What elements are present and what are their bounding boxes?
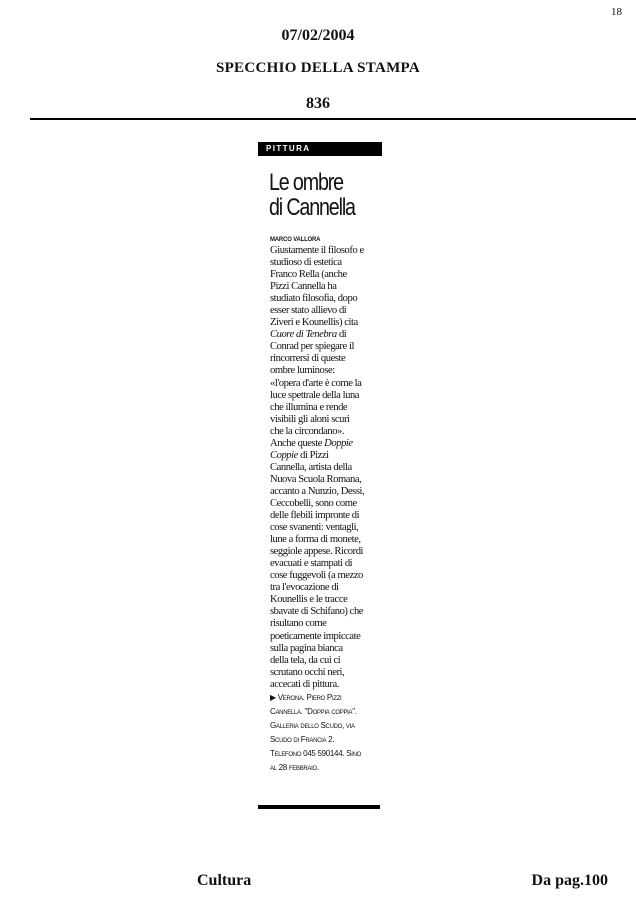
body-line: scrutano occhi neri, <box>270 666 345 678</box>
article-body <box>270 245 386 691</box>
body-line: risultano come <box>270 618 327 630</box>
body-line: evacuati e stampati di <box>270 558 353 570</box>
body-line: Coppie di Pizzi <box>270 449 329 461</box>
body-line: esser stato allievo di <box>270 305 347 317</box>
exhibition-info <box>270 691 390 775</box>
header-rule <box>30 118 636 120</box>
body-line: studioso di estetica <box>270 257 342 269</box>
body-line: lune a forma di monete, <box>270 534 361 546</box>
body-line: tra l'evocazione di <box>270 582 339 594</box>
section-label: PITTURA <box>258 142 382 156</box>
info-line: al 28 febbraio. <box>270 762 319 772</box>
body-line: visibili gli aloni scuri <box>270 413 350 425</box>
body-line: delle flebili impronte di <box>270 510 360 522</box>
body-line: rincorrersi di queste <box>270 353 346 365</box>
footer-section: Cultura <box>197 872 252 889</box>
page-number: 18 <box>611 6 622 18</box>
body-line: Anche queste Doppie <box>270 437 353 449</box>
body-line: Nuova Scuola Romana, <box>270 473 362 485</box>
body-line: poeticamente impiccate <box>270 630 361 642</box>
clipping-date: 07/02/2004 <box>281 27 355 44</box>
body-line: Pizzi Cannella ha <box>270 281 337 293</box>
article-end-rule <box>258 805 380 809</box>
body-line: Cannella, artista della <box>270 461 352 473</box>
body-line: Ziveri e Kounellis) cita <box>270 317 358 329</box>
body-line: Kounellis e le tracce <box>270 594 348 606</box>
body-line: della tela, da cui ci <box>270 654 341 666</box>
body-line: accanto a Nunzio, Dessi, <box>270 485 365 497</box>
info-line: ▶ Verona. Piero Pizzi <box>270 692 342 702</box>
info-line: Cannella. "Doppia coppia". <box>270 706 357 716</box>
body-line: ombre luminose: <box>270 365 335 377</box>
headline-line: Le ombre <box>269 169 343 196</box>
info-line: Telefono 045 590144. Sino <box>270 748 361 758</box>
body-line: seggiole appese. Ricordi <box>270 546 364 558</box>
body-line: luce spettrale della luna <box>270 389 360 401</box>
body-line: che la circondano». <box>270 425 345 437</box>
headline-line: di Cannella <box>269 194 355 221</box>
body-line: Cuore di Tenebra di <box>270 329 347 341</box>
body-line: che illumina e rende <box>270 401 348 413</box>
publication-source: SPECCHIO DELLA STAMPA <box>215 60 421 76</box>
footer-page-ref: Da pag.100 <box>531 872 608 889</box>
body-line: Franco Rella (anche <box>270 269 347 281</box>
body-line: «l'opera d'arte è come la <box>270 377 362 389</box>
body-line: Ceccobelli, sono come <box>270 497 357 509</box>
body-line: accecati di pittura. <box>270 678 339 690</box>
body-line: cose svanenti: ventagli, <box>270 522 359 534</box>
info-line: Galleria dello Scudo, via <box>270 720 355 730</box>
body-line: sbavate di Schifano) che <box>270 606 364 618</box>
author-byline: MARCO VALLORA <box>270 237 321 243</box>
issue-number: 836 <box>306 95 330 112</box>
body-line: Conrad per spiegare il <box>270 341 354 353</box>
body-line: sulla pagina bianca <box>270 642 343 654</box>
info-line: Scudo di Francia 2. <box>270 734 335 744</box>
body-line: Giustamente il filosofo e <box>270 245 364 256</box>
body-line: studiato filosofia, dopo <box>270 293 358 305</box>
body-line: cose fuggevoli (a mezzo <box>270 570 363 582</box>
headline <box>269 170 384 220</box>
article <box>258 142 382 775</box>
